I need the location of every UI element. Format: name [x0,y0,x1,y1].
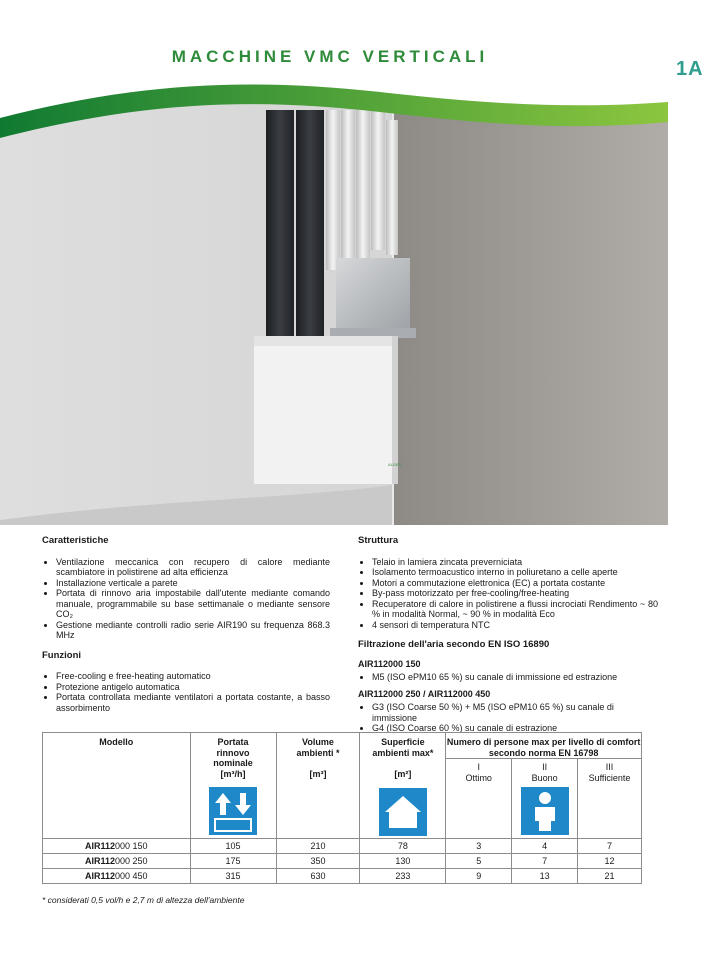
filtrazione-group1-list [358,672,658,683]
list-item: • M5 (ISO ePM10 65 %) su canale di immissione ed estrazione [372,672,658,683]
comfort-level-3-num: III [605,762,614,772]
model-cell [43,854,191,869]
filtrazione-heading: Filtrazione dell'aria secondo EN ISO 16890 [358,639,550,650]
list-item: • By-pass motorizzato per free-cooling/free-heating [372,588,658,599]
model-prefix: AIR112 [85,871,116,881]
model-suffix: 000 150 [115,841,148,851]
model-suffix: 000 250 [115,856,148,866]
col-header-persone: Numero di persone max per livello di comfort secondo norma EN 16798 [446,733,642,759]
comfort-2-cell: 13 [512,869,578,884]
list-item: • Protezione antigelo automatica [56,682,330,693]
brand-label: ALDES [388,462,402,467]
col-header-volume-label: Volume ambienti * [296,737,340,758]
hero-image [0,80,668,525]
list-item: • G3 (ISO Coarse 50 %) + M5 (ISO ePM10 65 %) su canale di immissione [372,702,658,723]
col-header-superficie-unit: [m²] [394,769,412,779]
comfort-3-cell: 7 [578,839,642,854]
superficie-cell: 233 [360,869,446,884]
model-suffix: 000 450 [115,871,148,881]
list-item: • 4 sensori di temperatura NTC [372,620,658,631]
col-header-portata-label: Portata rinnovo nominale [213,737,253,768]
comfort-level-2-label: Buono [531,772,558,783]
col-header-modello: Modello [43,733,191,839]
table-row [43,869,642,884]
list-item: • Gestione mediante controlli radio serie AIR190 su frequenza 868.3 MHz [56,620,330,641]
comfort-level-1-num: I [477,762,480,772]
comfort-1-cell: 5 [446,854,512,869]
comfort-level-3-label: Sufficiente [588,772,631,783]
comfort-3-cell: 21 [578,869,642,884]
comfort-2-cell: 4 [512,839,578,854]
comfort-level-3 [578,759,642,839]
right-column [358,536,658,744]
col-header-superficie-label: Superficie ambienti max* [372,737,434,758]
list-item: • Installazione verticale a parete [56,578,330,589]
left-column [42,536,330,723]
comfort-level-2 [512,759,578,839]
list-item: • Motori a commutazione elettronica (EC) a portata costante [372,578,658,589]
volume-cell: 210 [276,839,360,854]
comfort-level-1-label: Ottimo [465,772,492,783]
house-icon [379,788,427,836]
table-header-row [43,733,642,759]
portata-cell: 105 [190,839,276,854]
funzioni-list [42,671,330,713]
table-row [43,854,642,869]
comfort-3-cell: 12 [578,854,642,869]
superficie-cell: 78 [360,839,446,854]
footnote: * considerati 0,5 vol/h e 2,7 m di altezza dell'ambiente [42,895,245,905]
superficie-cell: 130 [360,854,446,869]
list-item: • Isolamento termoacustico interno in poliuretano a celle aperte [372,567,658,578]
list-item: • Recuperatore di calore in polistirene a flussi incrociati Rendimento ~ 80 % in modalità Normal, ~ 90 % in modalità Eco [372,599,658,620]
list-item: • Free-cooling e free-heating automatico [56,671,330,682]
list-item: • Portata di rinnovo aria impostabile dall'utente mediante comando manuale, programmabile su base settimanale o mediante sensore CO₂ [56,588,330,620]
funzioni-heading: Funzioni [42,649,82,661]
hero-photo [0,80,668,525]
comfort-2-cell: 7 [512,854,578,869]
page-title: MACCHINE VMC VERTICALI [171,47,489,66]
model-cell [43,869,191,884]
list-item: • G4 (ISO Coarse 60 %) su canale di estrazione [372,723,658,734]
comfort-1-cell: 3 [446,839,512,854]
spec-table [42,732,642,884]
comfort-level-2-num: II [542,762,548,772]
table-row [43,839,642,854]
filtrazione-group2-list [358,702,658,734]
airflow-arrows-icon [209,787,257,835]
struttura-heading: Struttura [358,535,399,546]
portata-cell: 315 [190,869,276,884]
caratteristiche-heading: Caratteristiche [42,535,109,546]
volume-cell: 350 [276,854,360,869]
col-header-volume-unit: [m³] [309,769,327,779]
struttura-list [358,557,658,631]
model-cell [43,839,191,854]
col-header-portata [190,733,276,839]
portata-cell: 175 [190,854,276,869]
model-prefix: AIR112 [85,856,116,866]
filtrazione-group2-title: AIR112000 250 / AIR112000 450 [358,688,491,699]
comfort-1-cell: 9 [446,869,512,884]
list-item: • Telaio in lamiera zincata preverniciata [372,557,658,568]
col-header-superficie [360,733,446,839]
model-prefix: AIR112 [85,841,116,851]
list-item: • Ventilazione meccanica con recupero di calore mediante scambiatore in polistirene ad alta efficienza [56,557,330,578]
section-tag: 1A [676,58,704,80]
col-header-portata-unit: [m³/h] [220,768,246,779]
filtrazione-group1-title: AIR112000 150 [358,658,421,669]
comfort-level-1 [446,759,512,839]
col-header-volume [276,733,360,839]
volume-cell: 630 [276,869,360,884]
caratteristiche-list [42,557,330,641]
list-item: • Portata controllata mediante ventilatori a portata costante, a basso assorbimento [56,692,330,713]
person-icon [521,787,569,835]
